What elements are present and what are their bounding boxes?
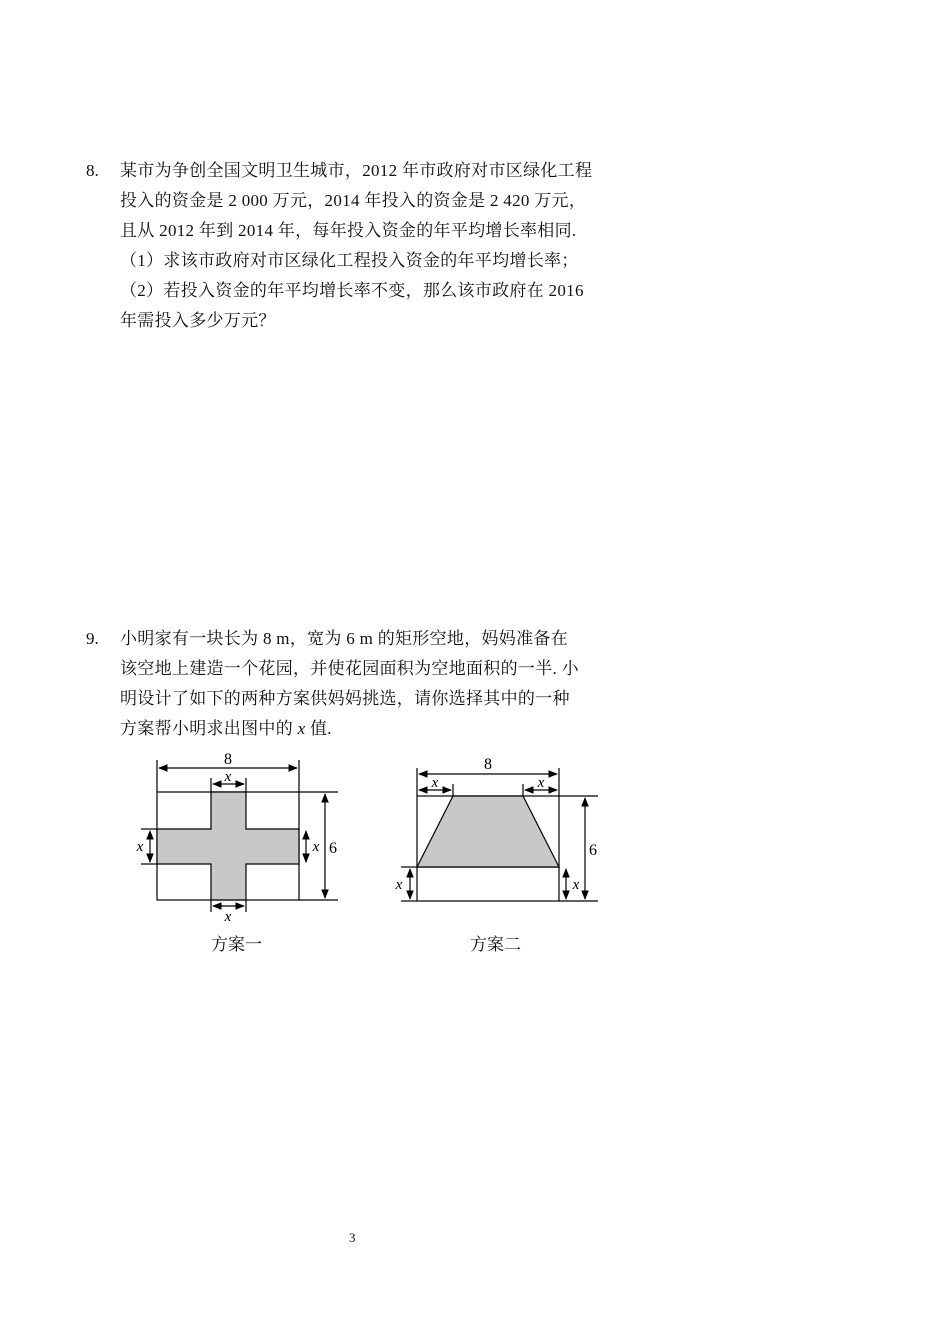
problem-9-line-1: 小明家有一块长为 8 m，宽为 6 m 的矩形空地，妈妈准备在 bbox=[120, 629, 568, 648]
problem-8-line-2: 投入的资金是 2 000 万元，2014 年投入的资金是 2 420 万元， bbox=[120, 191, 587, 210]
problem-9-line-3: 明设计了如下的两种方案供妈妈挑选，请你选择其中的一种 bbox=[120, 689, 570, 708]
fig2-right-x-label: x bbox=[572, 877, 580, 893]
fig2-right-top-x-label: x bbox=[537, 775, 545, 791]
fig2-width-label: 8 bbox=[484, 756, 492, 773]
problem-8-part-2: （2）若投入资金的年平均增长率不变，那么该市政府在 2016 bbox=[120, 281, 584, 300]
problem-9-line-4-prefix: 方案帮小明求出图中的 bbox=[120, 719, 298, 738]
problem-8-number: 8. bbox=[86, 161, 99, 180]
figure-1-cross bbox=[141, 760, 338, 912]
problem-8-part-1: （1）求该市政府对市区绿化工程投入资金的年平均增长率； bbox=[120, 251, 579, 270]
fig1-bottom-x-label: x bbox=[224, 909, 232, 925]
page-number: 3 bbox=[349, 1230, 356, 1245]
problem-8-line-1: 某市为争创全国文明卫生城市，2012 年市政府对市区绿化工程 bbox=[120, 161, 593, 180]
fig1-width-label: 8 bbox=[224, 751, 232, 768]
problem-8-line-3: 且从 2012 年到 2014 年，每年投入资金的年平均增长率相同. bbox=[120, 221, 577, 240]
fig2-left-top-x-label: x bbox=[431, 775, 439, 791]
fig1-top-x-label: x bbox=[224, 769, 232, 785]
fig1-left-x-label: x bbox=[136, 839, 144, 855]
fig1-cross-shape bbox=[157, 792, 299, 900]
fig2-left-x-label: x bbox=[395, 877, 403, 893]
fig1-height-label: 6 bbox=[329, 840, 337, 857]
fig2-trapezoid-shape bbox=[417, 796, 559, 867]
figure-2-caption: 方案二 bbox=[470, 935, 521, 954]
figure-1-caption: 方案一 bbox=[211, 935, 262, 954]
fig1-right-x-label: x bbox=[312, 839, 320, 855]
fig2-height-label: 6 bbox=[589, 842, 597, 859]
problem-9-number: 9. bbox=[86, 629, 99, 648]
figure-2-trapezoid bbox=[401, 768, 598, 901]
problem-9-line-4-suffix: 值. bbox=[305, 719, 332, 738]
problem-8-part-2-cont: 年需投入多少万元？ bbox=[120, 311, 276, 330]
problem-9-var-x: x bbox=[297, 719, 306, 738]
problem-9-line-2: 该空地上建造一个花园，并使花园面积为空地面积的一半. 小 bbox=[120, 659, 579, 678]
